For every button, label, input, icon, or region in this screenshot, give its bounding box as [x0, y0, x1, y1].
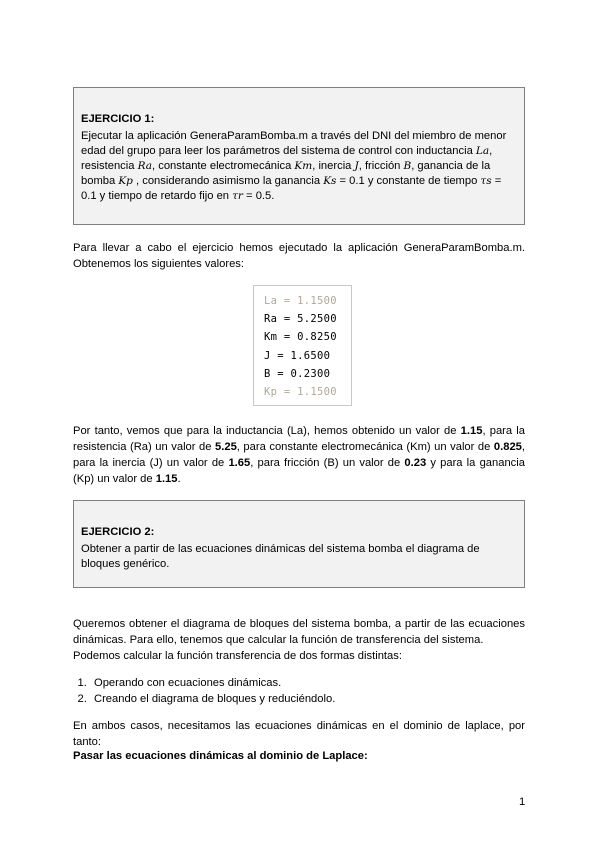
results-paragraph: Por tanto, vemos que para la inductancia (La), hemos obtenido un valor de 1.15, para la resistencia (Ra) un valor de 5.25, para constante electromecánica (Km) un valor de 0.825, para la inercia (J) un valor de 1.65, para fricción (B) un valor de 0.23 y para la ganancia (Kp) un valor de 1.15.	[73, 425, 525, 485]
exercise-1-box	[73, 87, 525, 225]
block-diagram-line-1: Queremos obtener el diagrama de bloques del sistema bomba, a partir de las ecuaciones dinámicas. Para ello, tenemos que calcular la función de transferencia del sistema.	[73, 618, 525, 646]
exercise-1-text: Ejecutar la aplicación GeneraParamBomba.m a través del DNI del miembro de menor edad del grupo para leer los parámetros del sistema de control con inductancia La, resistencia Ra, constante electromecánica Km, inercia J, fricción B, ganancia de la bomba Kp , considerando asimismo la ganancia Ks = 0.1 y constante de tiempo τs = 0.1 y tiempo de retardo fijo en τr = 0.5.	[81, 130, 507, 202]
methods-list	[73, 675, 335, 707]
console-line-b: B = 0.2300	[264, 367, 331, 380]
console-line-km: Km = 0.8250	[264, 331, 337, 344]
list-item: 2. Creando el diagrama de bloques y reduciéndolo.	[90, 691, 335, 707]
console-output-screenshot	[253, 285, 352, 406]
exercise-2-box	[73, 500, 525, 588]
console-line-kp: Kp = 1.1500	[264, 386, 337, 399]
both-cases-paragraph: En ambos casos, necesitamos las ecuaciones dinámicas en el dominio de laplace, por tanto:	[73, 720, 525, 748]
block-diagram-line-2: Podemos calcular la función transferencia de dos formas distintas:	[73, 650, 402, 662]
exercise-1-title: EJERCICIO 1:	[81, 113, 155, 125]
exercise-2-text: Obtener a partir de las ecuaciones dinámicas del sistema bomba el diagrama de bloques genérico.	[81, 543, 480, 570]
laplace-heading: Pasar las ecuaciones dinámicas al dominio de Laplace:	[73, 750, 368, 762]
page-number: 1	[519, 796, 526, 808]
block-diagram-paragraph	[73, 616, 525, 664]
list-item: 1. Operando con ecuaciones dinámicas.	[90, 675, 335, 691]
console-line-j: J = 1.6500	[264, 349, 331, 362]
console-line-la: La = 1.1500	[264, 295, 337, 307]
console-line-ra: Ra = 5.2500	[264, 313, 337, 326]
intro-paragraph: Para llevar a cabo el ejercicio hemos ejecutado la aplicación GeneraParamBomba.m. Obtenemos los siguientes valores:	[73, 242, 525, 270]
exercise-2-title: EJERCICIO 2:	[81, 526, 155, 538]
